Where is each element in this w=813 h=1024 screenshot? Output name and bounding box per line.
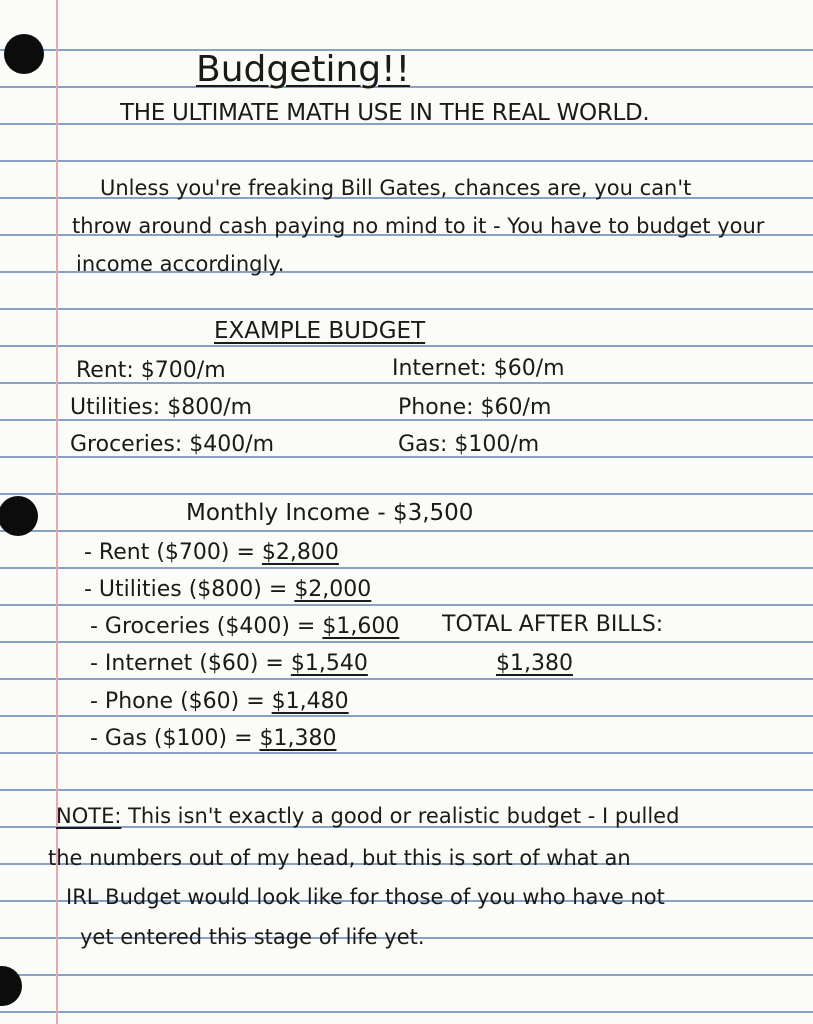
- binder-hole-middle: [0, 496, 38, 536]
- binder-hole-top: [4, 34, 44, 74]
- calc-step-result: $1,600: [322, 614, 400, 639]
- note-text: This isn't exactly a good or realistic budget - I pulled: [121, 804, 680, 828]
- example-heading: EXAMPLE BUDGET: [214, 318, 426, 344]
- total-after-bills-value: $1,380: [496, 651, 573, 676]
- note-line-1: [56, 803, 679, 829]
- calc-step-groceries: [90, 614, 399, 640]
- calc-step-rent: [84, 540, 339, 566]
- intro-line-2: throw around cash paying no mind to it - You have to budget your: [72, 214, 765, 238]
- calc-step-result: $1,480: [271, 689, 349, 714]
- note-line-4: yet entered this stage of life yet.: [80, 925, 425, 949]
- calc-step-label: - Phone ($60) =: [90, 689, 272, 714]
- calc-step-phone: [90, 689, 349, 715]
- calc-step-gas: [90, 726, 336, 752]
- page-title: Budgeting!!: [196, 49, 411, 90]
- calc-step-label: - Utilities ($800) =: [84, 577, 295, 602]
- budget-item-rent: Rent: $700/m: [76, 358, 226, 383]
- binder-hole-bottom: [0, 966, 22, 1006]
- calc-step-result: $1,380: [259, 726, 337, 751]
- calc-step-result: $2,000: [294, 577, 372, 602]
- note-line-2: the numbers out of my head, but this is sort of what an: [48, 846, 631, 870]
- calc-step-utilities: [84, 577, 371, 603]
- calc-step-internet: [90, 651, 368, 677]
- total-after-bills-label: TOTAL AFTER BILLS:: [442, 612, 664, 637]
- budget-item-phone: Phone: $60/m: [398, 395, 552, 420]
- page-subtitle: THE ULTIMATE MATH USE IN THE REAL WORLD.: [120, 100, 650, 126]
- intro-line-1: Unless you're freaking Bill Gates, chances are, you can't: [100, 176, 692, 200]
- calc-step-result: $2,800: [261, 540, 339, 565]
- budget-item-utilities: Utilities: $800/m: [70, 395, 253, 420]
- note-label: NOTE:: [56, 804, 122, 828]
- intro-line-3: income accordingly.: [76, 252, 285, 276]
- budget-item-internet: Internet: $60/m: [392, 356, 565, 381]
- note-line-3: IRL Budget would look like for those of you who have not: [66, 885, 665, 909]
- calc-step-label: - Gas ($100) =: [90, 726, 260, 751]
- calc-step-label: - Rent ($700) =: [84, 540, 262, 565]
- budget-item-groceries: Groceries: $400/m: [70, 432, 275, 457]
- monthly-income: Monthly Income - $3,500: [186, 500, 474, 526]
- calc-step-result: $1,540: [290, 651, 368, 676]
- calc-step-label: - Internet ($60) =: [90, 651, 291, 676]
- calc-step-label: - Groceries ($400) =: [90, 614, 323, 639]
- budget-item-gas: Gas: $100/m: [398, 432, 540, 457]
